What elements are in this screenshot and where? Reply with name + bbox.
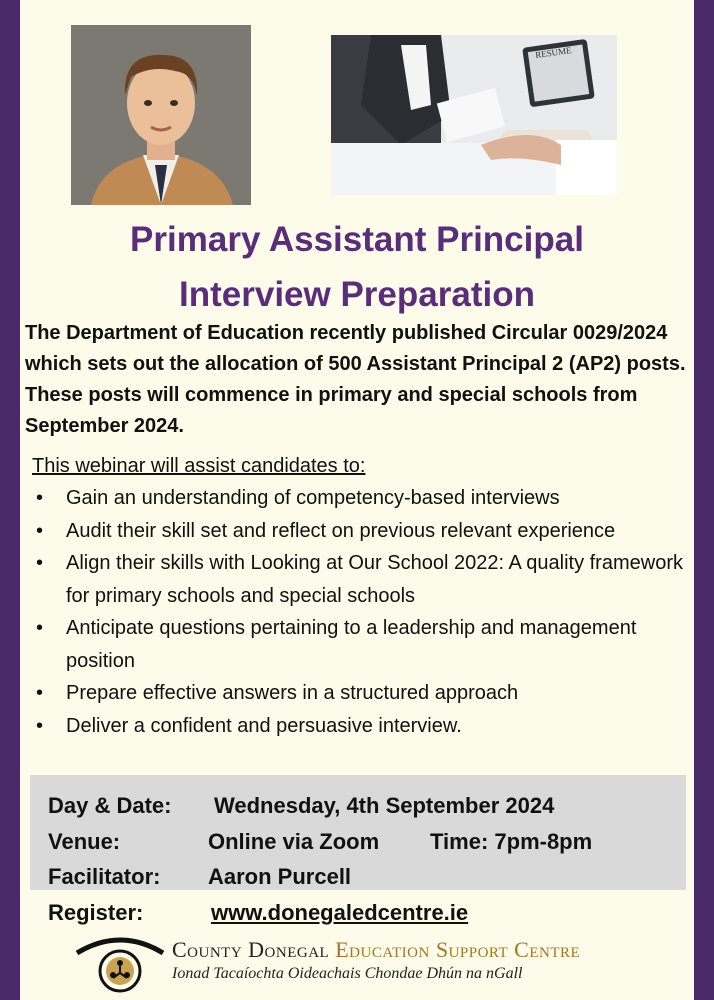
venue-value: Online via Zoom	[208, 829, 380, 854]
bullet-icon: •	[36, 487, 44, 509]
centre-logo	[75, 933, 635, 995]
intro-paragraph: The Department of Education recently published Circular 0029/2024 which sets out the allocation of 500 Assistant Principal 2 (AP2) posts. These posts will commence in primary and special schools from September 2024.	[25, 322, 686, 437]
bullet-icon: •	[36, 682, 44, 704]
logo-irish: Ionad Tacaíochta Oideachais Chondae Dhún na nGall	[172, 965, 523, 982]
facilitator-photo	[71, 25, 251, 205]
facilitator-value: Aaron Purcell	[208, 864, 352, 889]
day-date-row	[48, 789, 555, 823]
title-line-1: Primary Assistant Principal	[130, 220, 584, 259]
interview-illustration	[331, 35, 617, 195]
bullet-item: • Audit their skill set and reflect on previous relevant experience	[30, 515, 690, 548]
logo-edu: Education Support Centre	[335, 937, 581, 962]
logo-title	[172, 937, 580, 963]
facilitator-label: Facilitator:	[48, 864, 161, 889]
bullet-item: • Anticipate questions pertaining to a leadership and management position	[30, 612, 690, 677]
logo-county: County Donegal	[172, 937, 330, 962]
bullet-item: • Prepare effective answers in a structured approach	[30, 677, 690, 710]
bullet-icon: •	[36, 714, 44, 737]
bullet-icon: •	[36, 519, 44, 542]
facilitator-row	[48, 860, 352, 894]
bullet-item: • Deliver a confident and persuasive interview.	[30, 710, 690, 743]
day-date-value: Wednesday, 4th September 2024	[214, 793, 555, 818]
title-line-2: Interview Preparation	[179, 275, 535, 314]
venue-row	[48, 825, 593, 859]
register-link[interactable]: www.donegaledcentre.ie	[211, 900, 469, 925]
register-label: Register:	[48, 900, 144, 925]
poster-panel	[20, 0, 694, 1000]
webinar-bullets	[30, 482, 690, 742]
portrait-illustration	[71, 25, 251, 205]
centre-logo-icon	[75, 933, 165, 995]
bullet-item: • Gain an understanding of competency-based interviews	[30, 482, 690, 515]
venue-label: Venue:	[48, 829, 121, 854]
register-row	[48, 896, 469, 930]
bullet-icon: •	[36, 552, 44, 574]
bullet-item: • Align their skills with Looking at Our School 2022: A quality framework for primary schools and special schools	[30, 547, 690, 612]
day-date-label: Day & Date:	[48, 793, 172, 818]
resume-label: RESUME	[534, 45, 573, 61]
webinar-lead: This webinar will assist candidates to:	[32, 455, 366, 477]
time-value: Time: 7pm-8pm	[430, 829, 593, 854]
interview-photo	[331, 35, 617, 195]
bullet-icon: •	[36, 617, 44, 639]
